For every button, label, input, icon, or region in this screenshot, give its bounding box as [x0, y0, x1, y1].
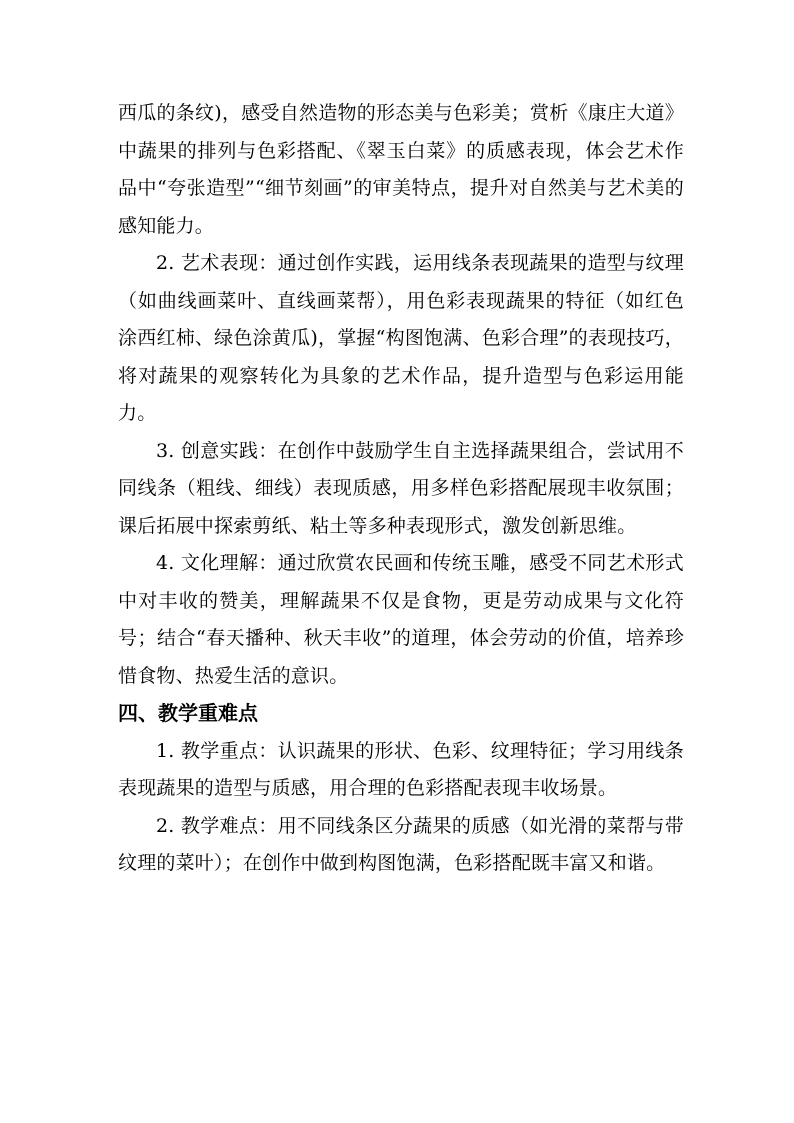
paragraph-art-expression: 2. 艺术表现：通过创作实践，运用线条表现蔬果的造型与纹理（如曲线画菜叶、直线画菜帮），用色彩表现蔬果的特征（如红色涂西红柿、绿色涂黄瓜)，掌握“构图饱满、色彩合理”的表现技巧，将对蔬果的观察转化为具象的艺术作品，提升造型与色彩运用能力。 — [118, 252, 684, 424]
paragraph-teaching-key-points: 1. 教学重点：认识蔬果的形状、色彩、纹理特征；学习用线条表现蔬果的造型与质感，用合理的色彩搭配表现丰收场景。 — [118, 739, 684, 799]
paragraph-cultural-understanding: 4. 文化理解：通过欣赏农民画和传统玉雕，感受不同艺术形式中对丰收的赞美，理解蔬果不仅是食物，更是劳动成果与文化符号；结合“春天播种、秋天丰收”的道理，体会劳动的价值，培养珍惜食物、热爱生活的意识。 — [118, 552, 684, 687]
paragraph-creative-practice: 3. 创意实践：在创作中鼓励学生自主选择蔬果组合，尝试用不同线条（粗线、细线）表现质感，用多样色彩搭配展现丰收氛围；课后拓展中探索剪纸、粘土等多种表现形式，激发创新思维。 — [118, 439, 684, 537]
paragraph-aesthetic-perception-continued: 西瓜的条纹)，感受自然造物的形态美与色彩美；赏析《康庄大道》中蔬果的排列与色彩搭配、《翠玉白菜》的质感表现，体会艺术作品中“夸张造型”“细节刻画”的审美特点，提升对自然美与艺术美的感知能力。 — [118, 102, 684, 237]
paragraph-teaching-difficulties: 2. 教学难点：用不同线条区分蔬果的质感（如光滑的菜帮与带纹理的菜叶）；在创作中做到构图饱满，色彩搭配既丰富又和谐。 — [118, 814, 684, 874]
document-page — [118, 95, 684, 883]
section-heading-teaching-focus: 四、教学重难点 — [118, 701, 258, 725]
